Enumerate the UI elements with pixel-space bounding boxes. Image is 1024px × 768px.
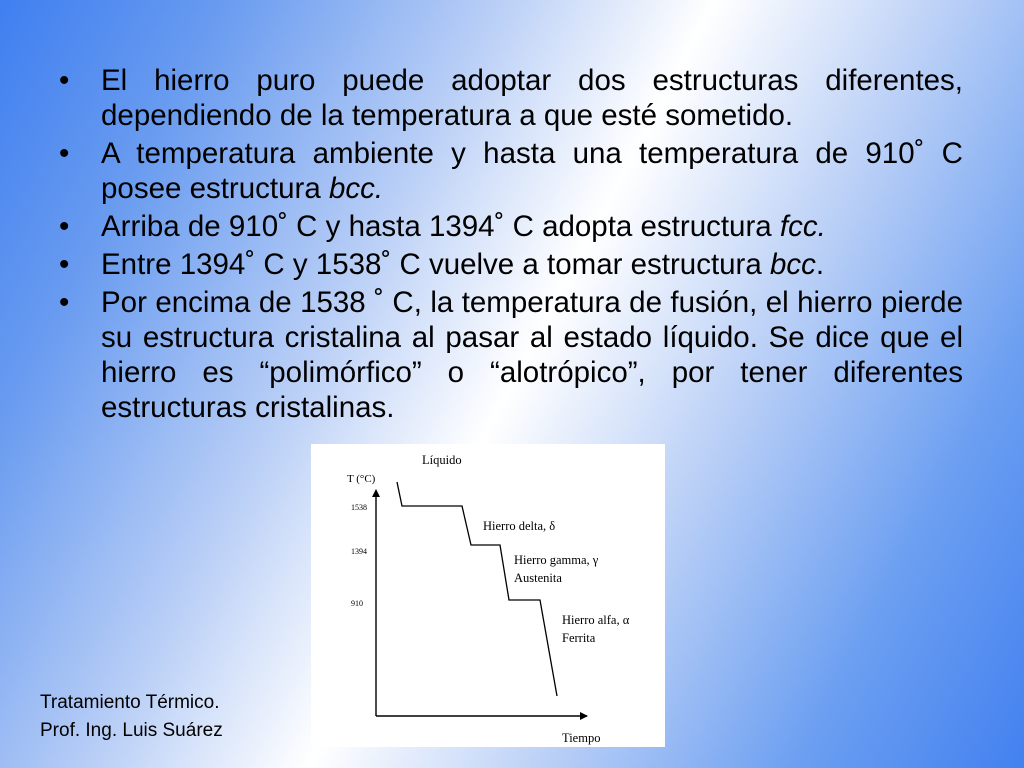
bullet-text: El hierro puro puede adoptar dos estructuras diferentes, dependiendo de la temperatura a que esté sometido. — [101, 64, 963, 132]
cooling-curve-chart — [311, 444, 665, 747]
segment-sublabel: Ferrita — [562, 631, 596, 645]
bullet-item — [55, 285, 963, 425]
bullet-text: Arriba de 910˚ C y hasta 1394˚ C adopta estructura — [101, 210, 780, 243]
bullet-dot: • — [59, 210, 70, 243]
bullet-dot: • — [59, 286, 70, 319]
footer — [40, 689, 223, 745]
bullet-dot: • — [59, 137, 70, 170]
y-tick-label: 910 — [351, 599, 363, 608]
liquid-label: Líquido — [422, 453, 462, 467]
cooling-curve-figure — [311, 444, 665, 747]
segment-label: Hierro delta, δ — [483, 519, 556, 533]
bullet-item — [55, 247, 963, 282]
y-axis-label: T (°C) — [347, 473, 376, 485]
y-tick-label: 1394 — [351, 547, 367, 556]
bullet-item — [55, 209, 963, 244]
segment-label: Hierro alfa, α — [562, 613, 630, 627]
bullet-text: A temperatura ambiente y hasta una temperatura de 910˚ C posee estructura — [101, 137, 963, 205]
bullet-list — [55, 63, 963, 428]
y-tick-label: 1538 — [351, 503, 367, 512]
segment-label: Hierro gamma, γ — [514, 553, 599, 567]
bullet-dot: • — [59, 64, 70, 97]
bullet-text: Entre 1394˚ C y 1538˚ C vuelve a tomar estructura — [101, 248, 770, 281]
bullet-item — [55, 63, 963, 133]
footer-author: Prof. Ing. Luis Suárez — [40, 720, 223, 741]
bullet-italic: fcc. — [779, 210, 826, 243]
x-axis-label: Tiempo — [562, 731, 601, 745]
cooling-curve-line — [397, 482, 557, 696]
bullet-item — [55, 136, 963, 206]
bullet-text: Por encima de 1538 ˚ C, la temperatura de fusión, el hierro pierde su estructura cristalina al pasar al estado líquido. Se dice que el hierro es “polimórfico” o “alotrópico”, por tener diferentes estructuras cristalinas. — [101, 286, 963, 424]
bullet-dot: • — [59, 248, 70, 281]
bullet-italic: bcc. — [328, 172, 384, 205]
footer-course: Tratamiento Térmico. — [40, 692, 220, 713]
bullet-italic: bcc — [769, 248, 816, 281]
bullet-tail: . — [815, 248, 825, 281]
segment-sublabel: Austenita — [514, 571, 562, 585]
